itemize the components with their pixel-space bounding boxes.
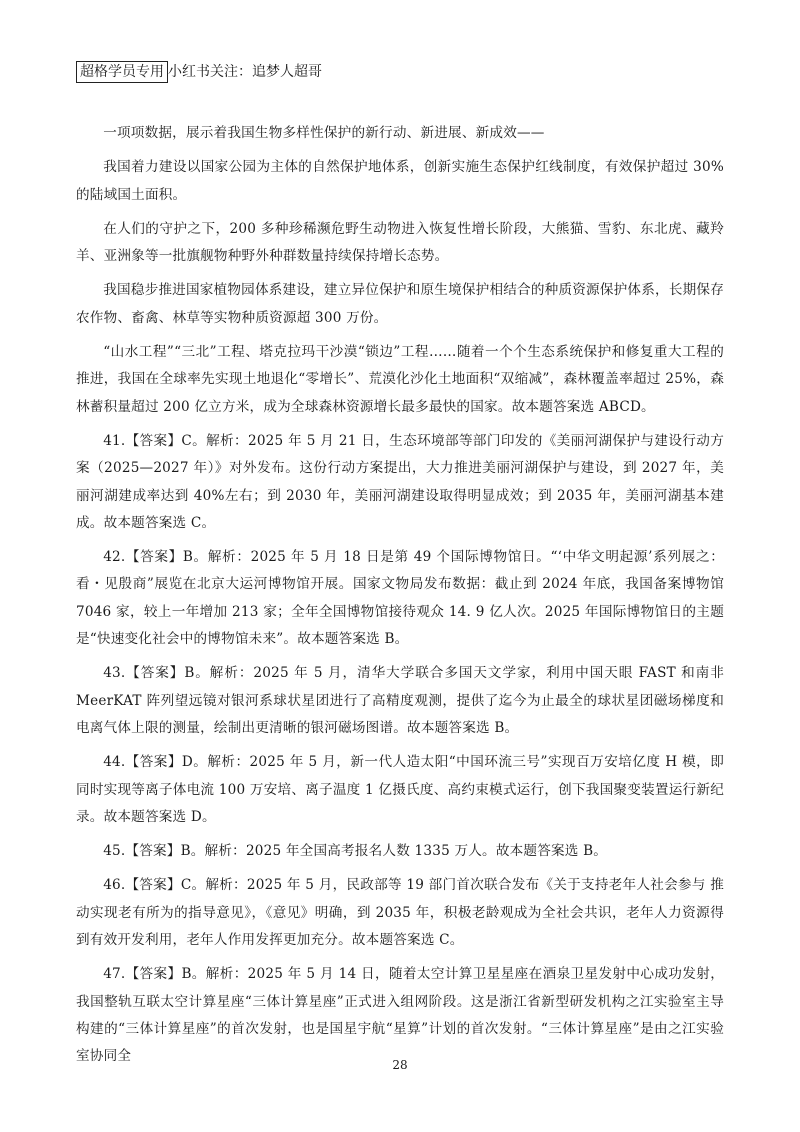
page-header [76, 60, 322, 84]
answer-46: 46.【答案】C。解析：2025 年 5 月，民政部等 19 部门首次联合发布《关于支持老年人社会参与 推动实现老有所为的指导意见》，《意见》明确，到 2035 年，积极老龄观成为全社会共识，老年人力资源得到有效开发利用，老年人作用发挥更加充分。故本题答案选 C。 [76, 877, 724, 949]
page-number: 28 [392, 1058, 408, 1072]
header-note: 小红书关注：追梦人超哥 [168, 64, 322, 80]
answer-42: 42.【答案】B。解析：2025 年 5 月 18 日是第 49 个国际博物馆日。“‘中华文明起源’系列展之：看・见殷商”展览在北京大运河博物馆开展。国家文物局发布数据：截止到 2024 年底，我国备案博物馆 7046 家，较上一年增加 213 家；全年全国博物馆接待观众 14. 9 亿人次。2025 年国际博物馆日的主题是“快速变化社会中的博物馆未来”。故本题答案选 B。 [76, 549, 724, 648]
answer-43: 43.【答案】B。解析：2025 年 5 月，清华大学联合多国天文学家，利用中国天眼 FAST 和南非 MeerKAT 阵列望远镜对银河系球状星团进行了高精度观测，提供了迄今为止最全的球状星团磁场梯度和电离气体上限的测量，绘制出更清晰的银河磁场图谱。故本题答案选 B。 [76, 665, 724, 736]
paragraph-wildlife-recovery: 在人们的守护之下，200 多种珍稀濒危野生动物进入恢复性增长阶段，大熊猫、雪豹、东北虎、藏羚羊、亚洲象等一批旗舰物种野外种群数量持续保持增长态势。 [76, 220, 724, 265]
answer-44: 44.【答案】D。解析：2025 年 5 月，新一代人造太阳“中国环流三号”实现百万安培亿度 H 模，即同时实现等离子体电流 100 万安培、离子温度 1 亿摄氏度、高约束模式运行，创下我国聚变装置运行新纪录。故本题答案选 D。 [76, 754, 724, 825]
answer-41: 41.【答案】C。解析：2025 年 5 月 21 日，生态环境部等部门印发的《美丽河湖保护与建设行动方案（2025—2027 年）》对外发布。这份行动方案提出，大力推进美丽河湖保护与建设，到 2027 年，美丽河湖建成率达到 40%左右；到 2030 年，美丽河湖建设取得明显成效；到 2035 年，美丽河湖基本建成。故本题答案选 C。 [76, 432, 724, 531]
student-exclusive-tag: 超格学员专用 [76, 61, 168, 83]
paragraph-biodiversity-intro: 一项项数据，展示着我国生物多样性保护的新行动、新进展、新成效—— [103, 125, 545, 141]
paragraph-protected-areas: 我国着力建设以国家公园为主体的自然保护地体系，创新实施生态保护红线制度，有效保护超过 30%的陆域国土面积。 [76, 159, 724, 203]
paragraph-germplasm: 我国稳步推进国家植物园体系建设，建立异位保护和原生境保护相结合的种质资源保护体系，长期保存农作物、畜禽、林草等实物种质资源超 300 万份。 [76, 282, 724, 326]
answer-45: 45.【答案】B。解析：2025 年全国高考报名人数 1335 万人。故本题答案选 B。 [103, 843, 608, 860]
answer-47: 47.【答案】B。解析：2025 年 5 月 14 日，随着太空计算卫星星座在酒泉卫星发射中心成功发射，我国整轨互联太空计算星座“三体计算星座”正式进入组网阶段。这是浙江省新型研发机构之江实验室主导构建的“三体计算星座”的首次发射，也是国星宇航“星算”计划的首次发射。“三体计算星座”是由之江实验室协同全 [76, 966, 724, 1065]
paragraph-ecological-projects: “山水工程”“三北”工程、塔克拉玛干沙漠“锁边”工程……随着一个个生态系统保护和修复重大工程的推进，我国在全球率先实现土地退化“零增长”、荒漠化沙化土地面积“双缩减”，森林覆盖率超过 25%，森林蓄积量超过 200 亿立方米，成为全球森林资源增长最多最快的国家。故本题答案选 ABCD。 [76, 344, 724, 415]
document-body [76, 120, 724, 1078]
